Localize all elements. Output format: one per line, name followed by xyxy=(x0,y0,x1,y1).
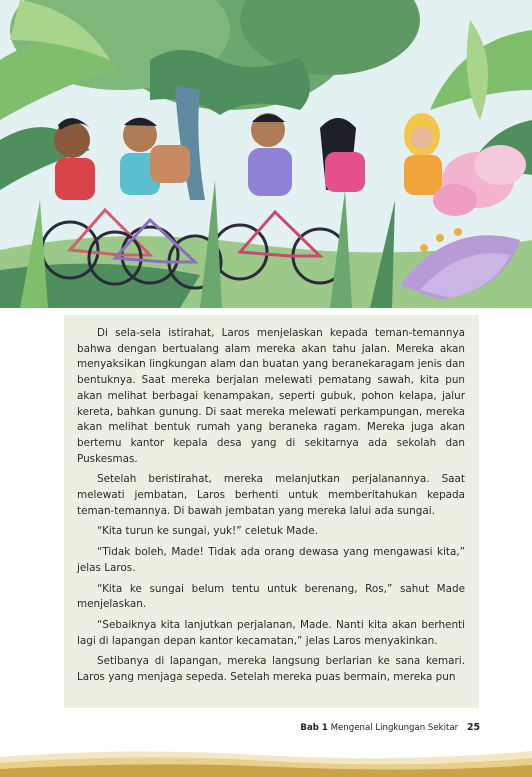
paragraph: Di sela-sela istirahat, Laros menjelaskan kepada teman-temannya bahwa dengan bertualang alam mereka akan tahu jalan. Mereka akan menyaksikan lingkungan alam dan buatan yang beranekaragam jenis dan bentuknya. Saat mereka berjalan melewati pematang sawah, kita pun akan melihat berbagai kenampakan, seperti gubuk, pohon kelapa, jalur kereta, bahkan gunung. Di saat mereka melewati perkampungan, mereka akan melihat bentuk rumah yang beraneka ragam. Mereka juga akan bertemu kantor kepala desa yang di sekitarnya ada sekolah dan Puskesmas. xyxy=(77,327,465,465)
chapter-title: Mengenal Lingkungan Sekitar xyxy=(330,723,459,733)
paragraph: Setibanya di lapangan, mereka langsung berlarian ke sana kemari. Laros yang menjaga sepeda. Setelah mereka puas bermain, mereka pun xyxy=(77,655,465,684)
page-number: 25 xyxy=(466,722,480,733)
chapter-label: Bab 1 xyxy=(300,723,328,733)
paragraph: “Tidak boleh, Made! Tidak ada orang dewasa yang mengawasi kita,” jelas Laros. xyxy=(77,546,465,574)
story-text-box xyxy=(64,315,479,708)
paragraph: “Sebaiknya kita lanjutkan perjalanan, Made. Nanti kita akan berhenti lagi di lapangan depan kantor kecamatan,” jelas Laros menyakinkan. xyxy=(77,618,465,647)
paragraph: Setelah beristirahat, mereka melanjutkan perjalanannya. Saat melewati jembatan, Laros berhenti untuk memberitahukan kepada teman-temannya. Di bawah jembatan yang mereka lalui ada sungai. xyxy=(77,473,465,517)
illustration-children-cycling xyxy=(0,0,532,308)
paragraph: “Kita turun ke sungai, yuk!” celetuk Made. xyxy=(97,525,318,538)
paragraph: “Kita ke sungai belum tentu untuk berenang, Ros,” sahut Made menjelaskan. xyxy=(77,582,465,611)
footer-wave-decoration xyxy=(0,743,532,777)
page-footer xyxy=(300,722,480,733)
